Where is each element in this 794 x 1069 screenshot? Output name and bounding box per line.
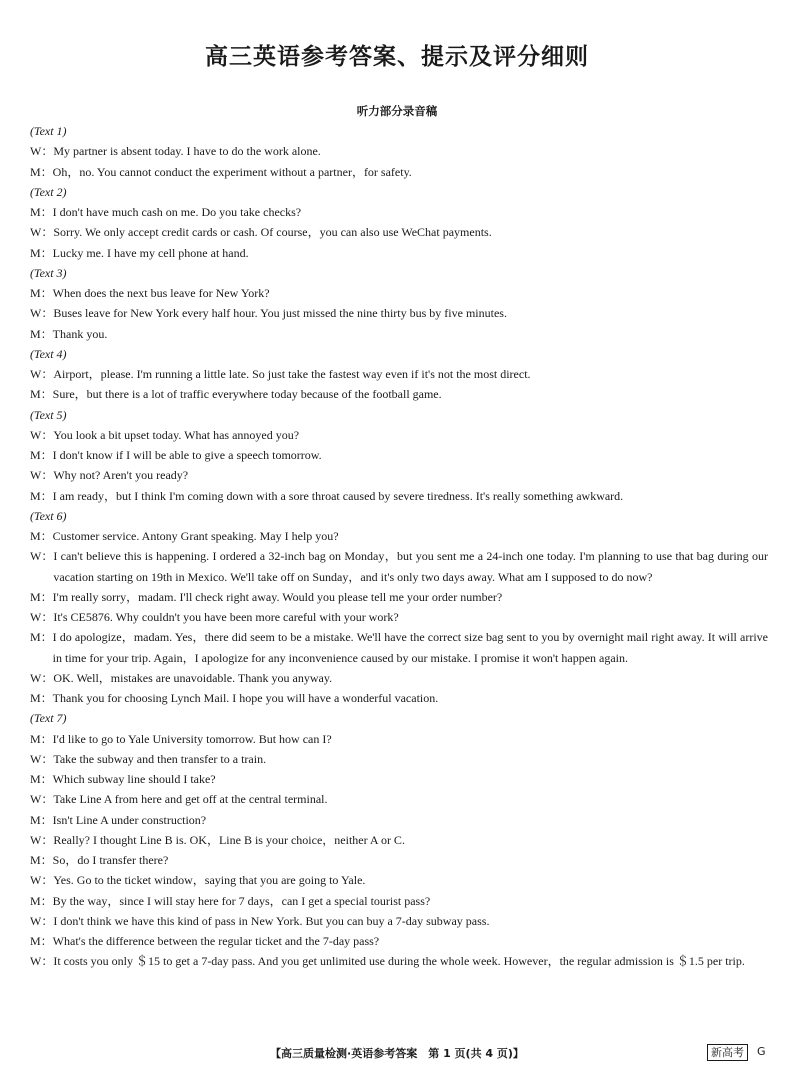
dialogue-line bbox=[30, 526, 768, 546]
dialogue-text: I don't think we have this kind of pass in New York. But you can buy a 7-day subway pass. bbox=[53, 913, 490, 928]
dialogue-text: Customer service. Antony Grant speaking. May I help you? bbox=[52, 529, 339, 543]
speaker-label: W： bbox=[30, 873, 54, 888]
speaker-label: M： bbox=[30, 326, 53, 341]
speaker-label: W： bbox=[30, 144, 54, 159]
dialogue-line bbox=[30, 303, 768, 323]
dialogue-text: Really? I thought Line B is. OK，Line B is your choice，neither A or C. bbox=[53, 832, 405, 847]
dialogue-line bbox=[30, 749, 768, 769]
speaker-label: W： bbox=[30, 549, 54, 564]
dialogue-line bbox=[30, 222, 768, 242]
dialogue-line bbox=[30, 870, 768, 890]
speaker-label: M： bbox=[30, 205, 53, 219]
dialogue-text: OK. Well，mistakes are unavoidable. Thank you anyway. bbox=[53, 670, 333, 685]
speaker-label: M： bbox=[30, 286, 53, 300]
dialogue-text: Buses leave for New York every half hour. You just missed the nine thirty bus by five minutes. bbox=[53, 306, 507, 321]
dialogue-line bbox=[30, 546, 768, 587]
dialogue-line bbox=[30, 911, 768, 931]
dialogue-text: I don't know if I will be able to give a speech tomorrow. bbox=[52, 448, 322, 462]
dialogue-text: I can't believe this is happening. I ordered a 32-inch bag on Monday，but you sent me a 24-inch one today. I'm planning to use that bag during our vacation starting on 19th in Mexico. We'll take off on Sunday，and it's only two days away. What am I supposed to do now? bbox=[53, 549, 768, 584]
speaker-label: W： bbox=[30, 954, 54, 969]
dialogue-text: I am ready，but I think I'm coming down with a sore throat caused by severe tiredness. It's really something awkward. bbox=[52, 488, 624, 503]
speaker-label: M： bbox=[30, 589, 53, 604]
dialogue-text: Sorry. We only accept credit cards or cash. Of course，you can also use WeChat payments. bbox=[53, 225, 492, 240]
section-title: 听力部分录音稿 bbox=[356, 104, 438, 118]
dialogue-text: I don't have much cash on me. Do you take checks? bbox=[52, 205, 302, 219]
dialogue-line bbox=[30, 162, 768, 182]
dialogue-line bbox=[30, 951, 768, 971]
speaker-label: W： bbox=[30, 792, 54, 807]
dialogue-line bbox=[30, 324, 768, 344]
dialogue-text: Thank you. bbox=[52, 326, 108, 341]
dialogue-text: You look a bit upset today. What has annoyed you? bbox=[53, 427, 300, 442]
text-heading: (Text 4) bbox=[30, 346, 67, 361]
dialogue-line bbox=[30, 688, 768, 708]
dialogue-line bbox=[30, 141, 768, 161]
dialogue-line bbox=[30, 465, 768, 485]
dialogue-line bbox=[30, 445, 768, 465]
dialogue-text: Take Line A from here and get off at the central terminal. bbox=[53, 792, 328, 807]
dialogue-line bbox=[30, 384, 768, 404]
speaker-label: W： bbox=[30, 427, 54, 442]
dialogue-text: My partner is absent today. I have to do the work alone. bbox=[53, 144, 321, 159]
speaker-label: M： bbox=[30, 731, 53, 746]
dialogue-line bbox=[30, 810, 768, 830]
dialogue-text: So，do I transfer there? bbox=[52, 853, 169, 867]
speaker-label: M： bbox=[30, 448, 53, 462]
dialogue-text: Why not? Aren't you ready? bbox=[53, 468, 189, 483]
transcript bbox=[30, 121, 768, 972]
dialogue-text: Take the subway and then transfer to a train. bbox=[53, 751, 267, 766]
dialogue-text: Oh，no. You cannot conduct the experiment without a partner，for safety. bbox=[52, 164, 412, 179]
dialogue-text: Lucky me. I have my cell phone at hand. bbox=[52, 245, 249, 260]
dialogue-line bbox=[30, 486, 768, 506]
dialogue-line bbox=[30, 364, 768, 384]
edition-letter: G bbox=[757, 1045, 766, 1058]
dialogue-text: What's the difference between the regular ticket and the 7-day pass? bbox=[52, 934, 380, 948]
text-heading: (Text 3) bbox=[30, 265, 67, 280]
speaker-label: M： bbox=[30, 853, 53, 867]
dialogue-line bbox=[30, 729, 768, 749]
speaker-label: M： bbox=[30, 630, 53, 645]
dialogue-text: Airport，please. I'm running a little late. So just take the fastest way even if it's not the most direct. bbox=[53, 367, 531, 381]
dialogue-text: I'd like to go to Yale University tomorrow. But how can I? bbox=[52, 731, 332, 746]
speaker-label: M： bbox=[30, 772, 53, 786]
dialogue-line bbox=[30, 668, 768, 688]
dialogue-line bbox=[30, 283, 768, 303]
text-heading: (Text 7) bbox=[30, 711, 67, 726]
dialogue-text: It costs you only ＄15 to get a 7-day pass. And you get unlimited use during the whole week. However，the regular admission is ＄1.5 per trip. bbox=[53, 954, 745, 969]
speaker-label: W： bbox=[30, 832, 54, 847]
dialogue-line bbox=[30, 627, 768, 668]
speaker-label: M： bbox=[30, 529, 53, 543]
speaker-label: W： bbox=[30, 468, 54, 483]
text-heading: (Text 1) bbox=[30, 124, 67, 138]
speaker-label: W： bbox=[30, 913, 54, 928]
speaker-label: W： bbox=[30, 225, 54, 240]
dialogue-text: Yes. Go to the ticket window，saying that you are going to Yale. bbox=[53, 873, 366, 888]
speaker-label: M： bbox=[30, 934, 53, 948]
page-footer: 【高三质量检测·英语参考答案 第 1 页(共 4 页)】 bbox=[270, 1047, 524, 1060]
speaker-label: M： bbox=[30, 691, 53, 705]
dialogue-text: Which subway line should I take? bbox=[52, 772, 216, 786]
dialogue-line bbox=[30, 607, 768, 627]
dialogue-line bbox=[30, 891, 768, 911]
exam-badge: 新高考 bbox=[707, 1044, 748, 1061]
dialogue-line bbox=[30, 830, 768, 850]
speaker-label: W： bbox=[30, 610, 54, 624]
dialogue-text: By the way，since I will stay here for 7 days，can I get a special tourist pass? bbox=[52, 893, 431, 908]
dialogue-line bbox=[30, 931, 768, 951]
dialogue-line bbox=[30, 850, 768, 870]
dialogue-text: I do apologize，madam. Yes，there did seem to be a mistake. We'll have the correct size bag sent to you by overnight mail right away. It will arrive in time for your trip. Again，I apologize for any inconvenience caused by our mistake. I promise it won't happen again. bbox=[52, 630, 768, 665]
speaker-label: M： bbox=[30, 387, 53, 402]
dialogue-line bbox=[30, 202, 768, 222]
dialogue-text: Thank you for choosing Lynch Mail. I hope you will have a wonderful vacation. bbox=[52, 691, 439, 705]
document-title: 高三英语参考答案、提示及评分细则 bbox=[205, 44, 589, 70]
speaker-label: W： bbox=[30, 670, 54, 685]
dialogue-text: I'm really sorry，madam. I'll check right away. Would you please tell me your order number? bbox=[52, 589, 503, 604]
text-heading: (Text 5) bbox=[30, 407, 67, 422]
speaker-label: M： bbox=[30, 488, 53, 503]
text-heading: (Text 6) bbox=[30, 508, 67, 523]
speaker-label: W： bbox=[30, 306, 54, 321]
text-heading: (Text 2) bbox=[30, 184, 67, 199]
dialogue-line bbox=[30, 587, 768, 607]
dialogue-text: It's CE5876. Why couldn't you have been more careful with your work? bbox=[53, 610, 399, 624]
dialogue-line bbox=[30, 425, 768, 445]
dialogue-text: When does the next bus leave for New York? bbox=[52, 286, 270, 300]
dialogue-line bbox=[30, 243, 768, 263]
speaker-label: W： bbox=[30, 367, 54, 381]
speaker-label: M： bbox=[30, 164, 53, 179]
dialogue-line bbox=[30, 769, 768, 789]
dialogue-text: Sure，but there is a lot of traffic everywhere today because of the football game. bbox=[52, 387, 442, 402]
dialogue-line bbox=[30, 789, 768, 809]
speaker-label: M： bbox=[30, 245, 53, 260]
speaker-label: M： bbox=[30, 812, 53, 827]
dialogue-text: Isn't Line A under construction? bbox=[52, 812, 207, 827]
speaker-label: W： bbox=[30, 751, 54, 766]
speaker-label: M： bbox=[30, 893, 53, 908]
